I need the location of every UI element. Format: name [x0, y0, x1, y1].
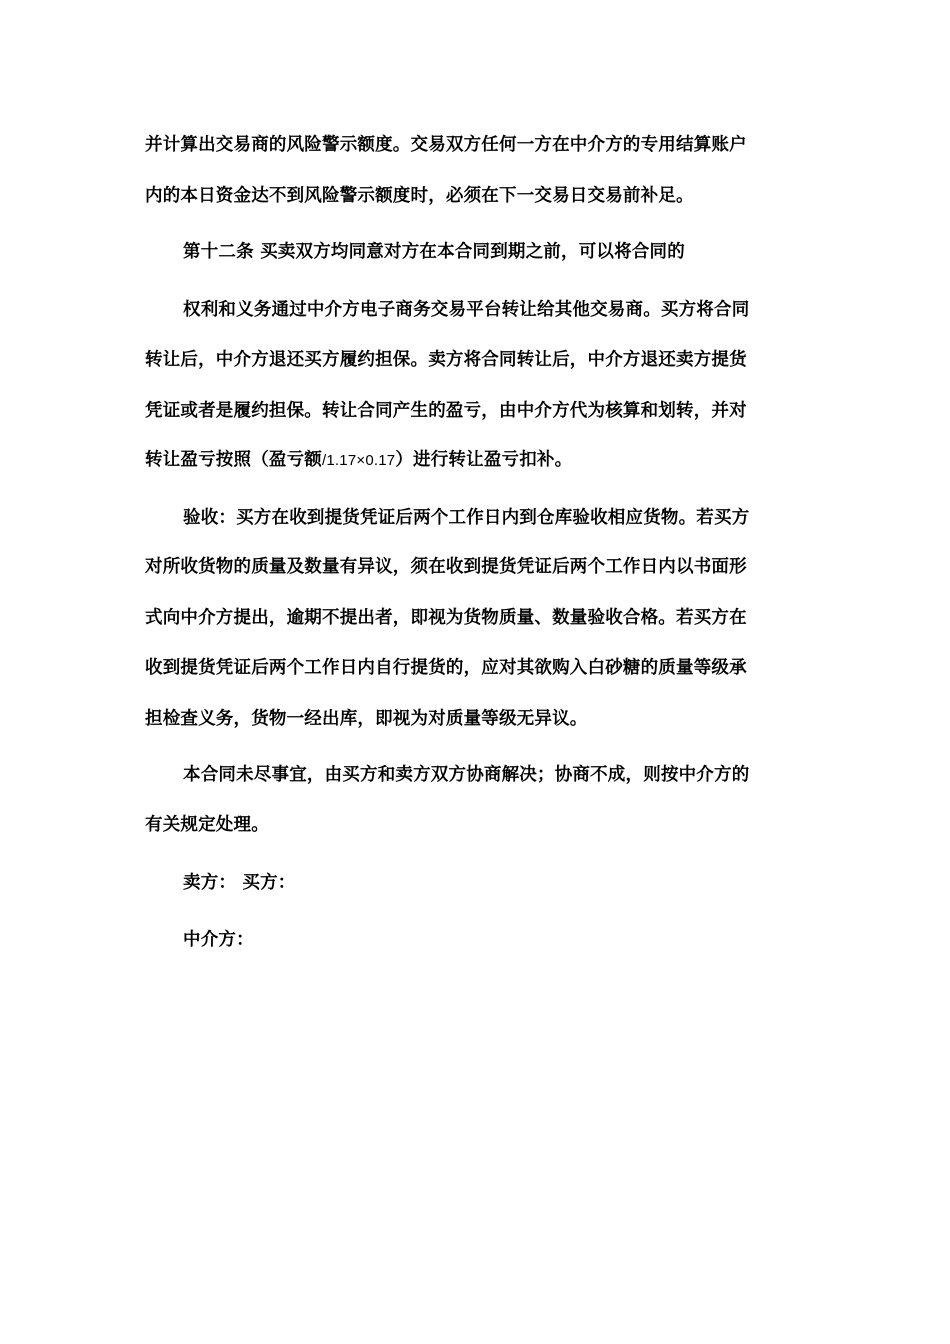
paragraph-line: 本合同未尽事宜，由买方和卖方双方协商解决；协商不成，则按中介方的 [183, 765, 750, 785]
paragraph-line: 并计算出交易商的风险警示额度。交易双方任何一方在中介方的专用结算账户 [145, 135, 747, 155]
inspection-paragraph-line: 验收：买方在收到提货凭证后两个工作日内到仓库验收相应货物。若买方 [183, 508, 750, 528]
paragraph-line: 担检查义务，货物一经出库，即视为对质量等级无异议。 [145, 709, 588, 729]
formula-line-suffix: ）进行转让盈亏扣补。 [395, 450, 573, 470]
paragraph-line: 对所收货物的质量及数量有异议，须在收到提货凭证后两个工作日内以书面形 [145, 557, 747, 577]
paragraph-line: 权利和义务通过中介方电子商务交易平台转让给其他交易商。买方将合同 [183, 300, 750, 320]
paragraph-line: 转让后，中介方退还买方履约担保。卖方将合同转让后，中介方退还卖方提货 [145, 350, 747, 370]
signature-seller-buyer: 卖方： 买方： [183, 873, 296, 893]
paragraph-line: 内的本日资金达不到风险警示额度时，必须在下一交易日交易前补足。 [145, 186, 694, 206]
signature-intermediary: 中介方： [183, 930, 254, 950]
paragraph-line: 式向中介方提出，逾期不提出者，即视为货物质量、数量验收合格。若买方在 [145, 608, 747, 628]
article-12-heading-line: 第十二条 买卖双方均同意对方在本合同到期之前，可以将合同的 [183, 242, 685, 262]
formula-line [145, 446, 825, 474]
paragraph-line: 有关规定处理。 [145, 815, 269, 835]
formula-text: /1.17×0.17 [322, 452, 396, 469]
paragraph-line: 收到提货凭证后两个工作日内自行提货的，应对其欲购入白砂糖的质量等级承 [145, 658, 747, 678]
formula-line-prefix: 转让盈亏按照（盈亏额 [145, 450, 322, 470]
paragraph-line: 凭证或者是履约担保。转让合同产生的盈亏，由中介方代为核算和划转，并对 [145, 401, 747, 421]
